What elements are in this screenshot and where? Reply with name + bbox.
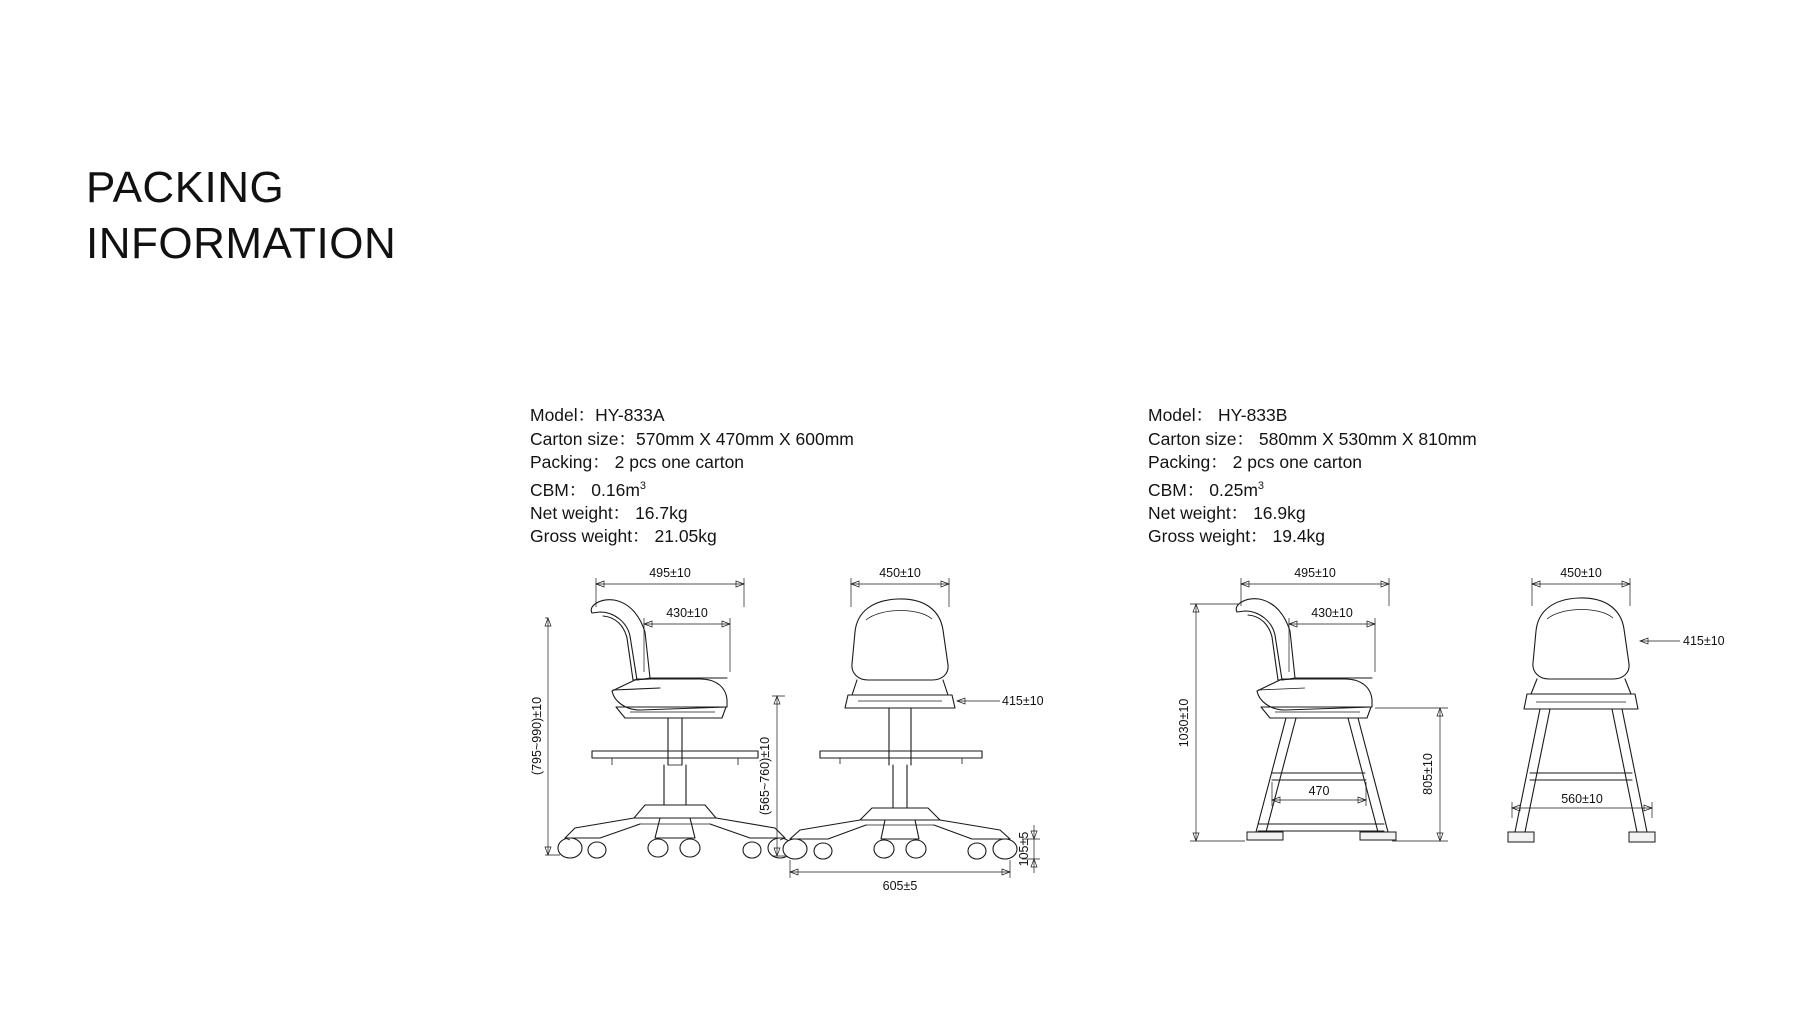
spec-model-label: Model： bbox=[1148, 405, 1214, 425]
spec-gross-weight-label: Gross weight： bbox=[530, 526, 650, 547]
spec-packing-label: Packing： bbox=[1148, 452, 1228, 472]
dim-b-side-top-width: 495±10 bbox=[1294, 566, 1336, 580]
spec-packing-label: Packing： bbox=[530, 452, 610, 472]
spec-gross-weight-value: 19.4kg bbox=[1272, 526, 1326, 547]
spec-net-weight-row bbox=[530, 502, 854, 526]
spec-cbm-label: CBM： bbox=[530, 479, 587, 500]
spec-cbm-label: CBM： bbox=[1148, 479, 1205, 500]
spec-carton-row bbox=[530, 428, 854, 452]
spec-net-weight-value: 16.7kg bbox=[635, 502, 688, 523]
spec-block-hy-833b bbox=[1148, 404, 1477, 549]
drawing-hy-833b-side-view bbox=[1177, 566, 1448, 841]
dim-b-side-total-height: 1030±10 bbox=[1177, 698, 1191, 748]
drawing-hy-833b-front-view bbox=[1508, 566, 1725, 842]
spec-gross-weight-label: Gross weight： bbox=[1148, 526, 1268, 547]
dim-b-side-seat-height: 805±10 bbox=[1421, 753, 1435, 795]
dim-b-front-top-width: 450±10 bbox=[1560, 566, 1602, 580]
spec-model-value: HY-833B bbox=[1218, 405, 1288, 425]
page-title bbox=[86, 160, 396, 273]
dim-caster-height: 105±5 bbox=[1017, 831, 1031, 867]
dim-b-front-seat-depth: 415±10 bbox=[1683, 634, 1725, 648]
spec-net-weight-value: 16.9kg bbox=[1253, 502, 1306, 523]
spec-cbm-row bbox=[1148, 475, 1477, 502]
spec-packing-row bbox=[1148, 451, 1477, 475]
drawing-hy-833a-side-view bbox=[530, 566, 792, 858]
dim-base-width: 605±5 bbox=[882, 879, 918, 893]
spec-model-row bbox=[530, 404, 854, 428]
dim-side-seat-width: 430±10 bbox=[666, 606, 708, 620]
spec-model-label: Model： bbox=[530, 405, 596, 425]
spec-net-weight-row bbox=[1148, 502, 1477, 526]
dim-front-top-width: 450±10 bbox=[879, 566, 921, 580]
dim-b-front-base-width: 560±10 bbox=[1561, 792, 1603, 806]
spec-block-hy-833a bbox=[530, 404, 854, 549]
spec-carton-value: 580mm X 530mm X 810mm bbox=[1258, 428, 1477, 449]
spec-carton-value: 570mm X 470mm X 600mm bbox=[636, 428, 854, 449]
spec-cbm-value: 0.25m bbox=[1209, 479, 1258, 500]
spec-net-weight-label: Net weight： bbox=[530, 502, 631, 523]
spec-gross-weight-row bbox=[1148, 525, 1477, 549]
page-title-line-1: PACKING bbox=[86, 163, 285, 212]
spec-cbm-exponent: 3 bbox=[639, 479, 647, 492]
spec-net-weight-label: Net weight： bbox=[1148, 502, 1249, 523]
dim-b-footrest-width: 470 bbox=[1308, 784, 1330, 798]
dim-side-top-width: 495±10 bbox=[649, 566, 691, 580]
drawing-hy-833a-front-view bbox=[758, 566, 1044, 893]
spec-packing-value: 2 pcs one carton bbox=[614, 452, 745, 472]
spec-carton-row bbox=[1148, 428, 1477, 452]
spec-cbm-row bbox=[530, 475, 854, 502]
page-title-line-2: INFORMATION bbox=[86, 219, 397, 269]
spec-cbm-value: 0.16m bbox=[591, 479, 640, 500]
technical-drawings bbox=[0, 560, 1800, 980]
spec-carton-label: Carton size： bbox=[530, 428, 637, 449]
spec-packing-value: 2 pcs one carton bbox=[1232, 452, 1363, 472]
dim-side-height-range: (795~990)±10 bbox=[530, 696, 544, 776]
spec-model-value: HY-833A bbox=[595, 405, 665, 425]
spec-gross-weight-value: 21.05kg bbox=[654, 526, 717, 547]
spec-model-row bbox=[1148, 404, 1477, 428]
spec-gross-weight-row bbox=[530, 525, 854, 549]
spec-packing-row bbox=[530, 451, 854, 475]
spec-cbm-exponent: 3 bbox=[1257, 479, 1265, 492]
dim-front-seat-label: 415±10 bbox=[1002, 694, 1044, 708]
dim-front-seat-height: (565~760)±10 bbox=[758, 736, 772, 816]
spec-carton-label: Carton size： bbox=[1148, 428, 1255, 449]
dim-b-side-seat-width: 430±10 bbox=[1311, 606, 1353, 620]
